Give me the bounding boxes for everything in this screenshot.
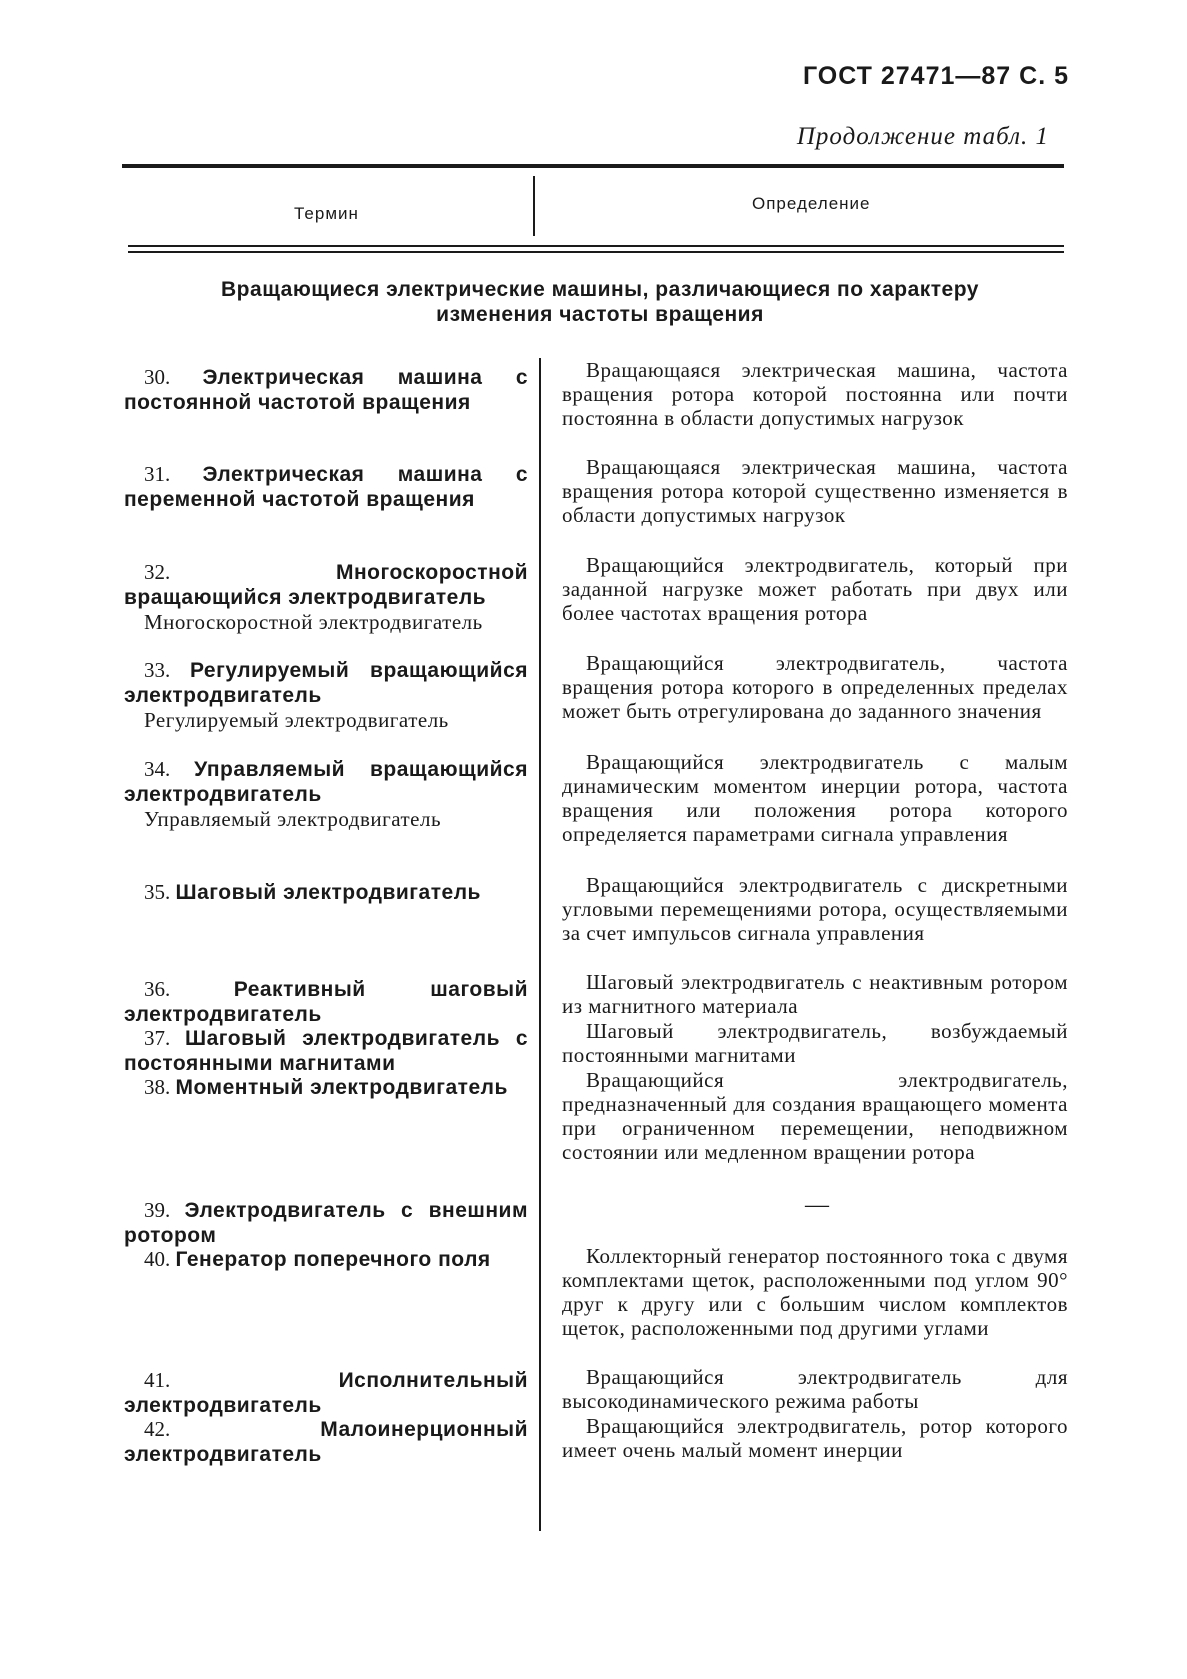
definition-36: Шаговый электродвигатель с неактивным ротором из магнитного материала — [562, 970, 1068, 1018]
term-32 — [124, 560, 528, 634]
term-39 — [124, 1198, 528, 1248]
term-text: Шаговый электродвигатель с постоянными магнитами — [124, 1027, 528, 1075]
term-text: Шаговый электродвигатель — [175, 881, 481, 904]
header-rule-lower — [128, 251, 1064, 253]
term-number: 40. — [144, 1247, 171, 1271]
definition-32: Вращающийся электродвигатель, который при заданной нагрузке может работать при двух или более частотах вращения ротора — [562, 553, 1068, 625]
definition-30: Вращающаяся электрическая машина, частота вращения ротора которой постоянна или почти постоянна в области допустимых нагрузок — [562, 358, 1068, 430]
term-synonym: Управляемый электродвигатель — [144, 807, 442, 831]
definition-40: Коллекторный генератор постоянного тока с двумя комплектами щеток, расположенными под углом 90° друг к другу или с большим числом комплектов щеток, расположенными под другими углами — [562, 1244, 1068, 1340]
term-34 — [124, 757, 528, 831]
term-number: 30. — [144, 365, 171, 389]
term-text: Исполнительный электродвигатель — [124, 1369, 528, 1417]
term-38 — [124, 1075, 528, 1100]
term-number: 38. — [144, 1075, 171, 1099]
term-synonym: Многоскоростной электродвигатель — [144, 610, 483, 634]
table-continuation-label: Продолжение табл. 1 — [796, 123, 1049, 150]
term-41 — [124, 1368, 528, 1418]
term-number: 36. — [144, 977, 171, 1001]
definition-31: Вращающаяся электрическая машина, частота вращения ротора которой существенно изменяется в области допустимых нагрузок — [562, 455, 1068, 527]
term-36 — [124, 977, 528, 1027]
header-rule-upper — [128, 245, 1064, 247]
term-40 — [124, 1247, 528, 1272]
column-divider-body — [539, 358, 541, 1531]
term-text: Электродвигатель с внешним ротором — [124, 1199, 529, 1247]
column-header-definition: Определение — [752, 194, 871, 213]
term-text: Реактивный шаговый электродвигатель — [124, 978, 528, 1026]
term-text: Малоинерционный электродвигатель — [124, 1418, 528, 1466]
term-synonym: Регулируемый электродвигатель — [144, 708, 449, 732]
term-33 — [124, 658, 528, 732]
term-number: 42. — [144, 1417, 171, 1441]
term-text: Управляемый вращающийся электродвигатель — [124, 758, 528, 806]
definition-42: Вращающийся электродвигатель, ротор которого имеет очень малый момент инерции — [562, 1414, 1068, 1462]
definition-41: Вращающийся электродвигатель для высокодинамического режима работы — [562, 1365, 1068, 1413]
definition-33: Вращающийся электродвигатель, частота вращения ротора которого в определенных пределах может быть отрегулирована до заданного значения — [562, 651, 1068, 723]
term-text: Электрическая машина с постоянной частотой вращения — [124, 366, 528, 414]
section-heading-line1: Вращающиеся электрические машины, различающиеся по характеру — [221, 278, 979, 301]
page-reference: ГОСТ 27471—87 С. 5 — [802, 62, 1069, 90]
column-header-term: Термин — [294, 204, 359, 223]
term-35 — [124, 880, 528, 905]
definition-35: Вращающийся электродвигатель с дискретными угловыми перемещениями ротора, осуществляемыми за счет импульсов сигнала управления — [562, 873, 1068, 945]
term-number: 37. — [144, 1026, 171, 1050]
term-number: 31. — [144, 462, 171, 486]
term-31 — [124, 462, 528, 512]
term-text: Моментный электродвигатель — [175, 1076, 508, 1099]
column-divider — [533, 176, 535, 236]
section-heading — [120, 277, 1080, 327]
term-number: 32. — [144, 560, 171, 584]
term-text: Регулируемый вращающийся электродвигатель — [124, 659, 529, 707]
term-37 — [124, 1026, 528, 1076]
term-text: Генератор поперечного поля — [175, 1248, 491, 1271]
term-42 — [124, 1417, 528, 1467]
definition-39-dash: — — [805, 1192, 829, 1218]
table-top-rule — [122, 164, 1064, 168]
term-text: Электрическая машина с переменной частотой вращения — [124, 463, 528, 511]
term-number: 41. — [144, 1368, 171, 1392]
definition-34: Вращающийся электродвигатель с малым динамическим моментом инерции ротора, частота вращения или положения ротора которого определяется параметрами сигнала управления — [562, 750, 1068, 846]
definition-38: Вращающийся электродвигатель, предназначенный для создания вращающего момента при ограниченном перемещении, неподвижном состоянии или медленном вращении ротора — [562, 1068, 1068, 1164]
term-number: 39. — [144, 1198, 171, 1222]
term-30 — [124, 365, 528, 415]
section-heading-line2: изменения частоты вращения — [436, 303, 764, 326]
term-number: 34. — [144, 757, 171, 781]
definition-37: Шаговый электродвигатель, возбуждаемый постоянными магнитами — [562, 1019, 1068, 1067]
term-number: 33. — [144, 658, 171, 682]
term-text: Многоскоростной вращающийся электродвигатель — [124, 561, 528, 609]
term-number: 35. — [144, 880, 171, 904]
